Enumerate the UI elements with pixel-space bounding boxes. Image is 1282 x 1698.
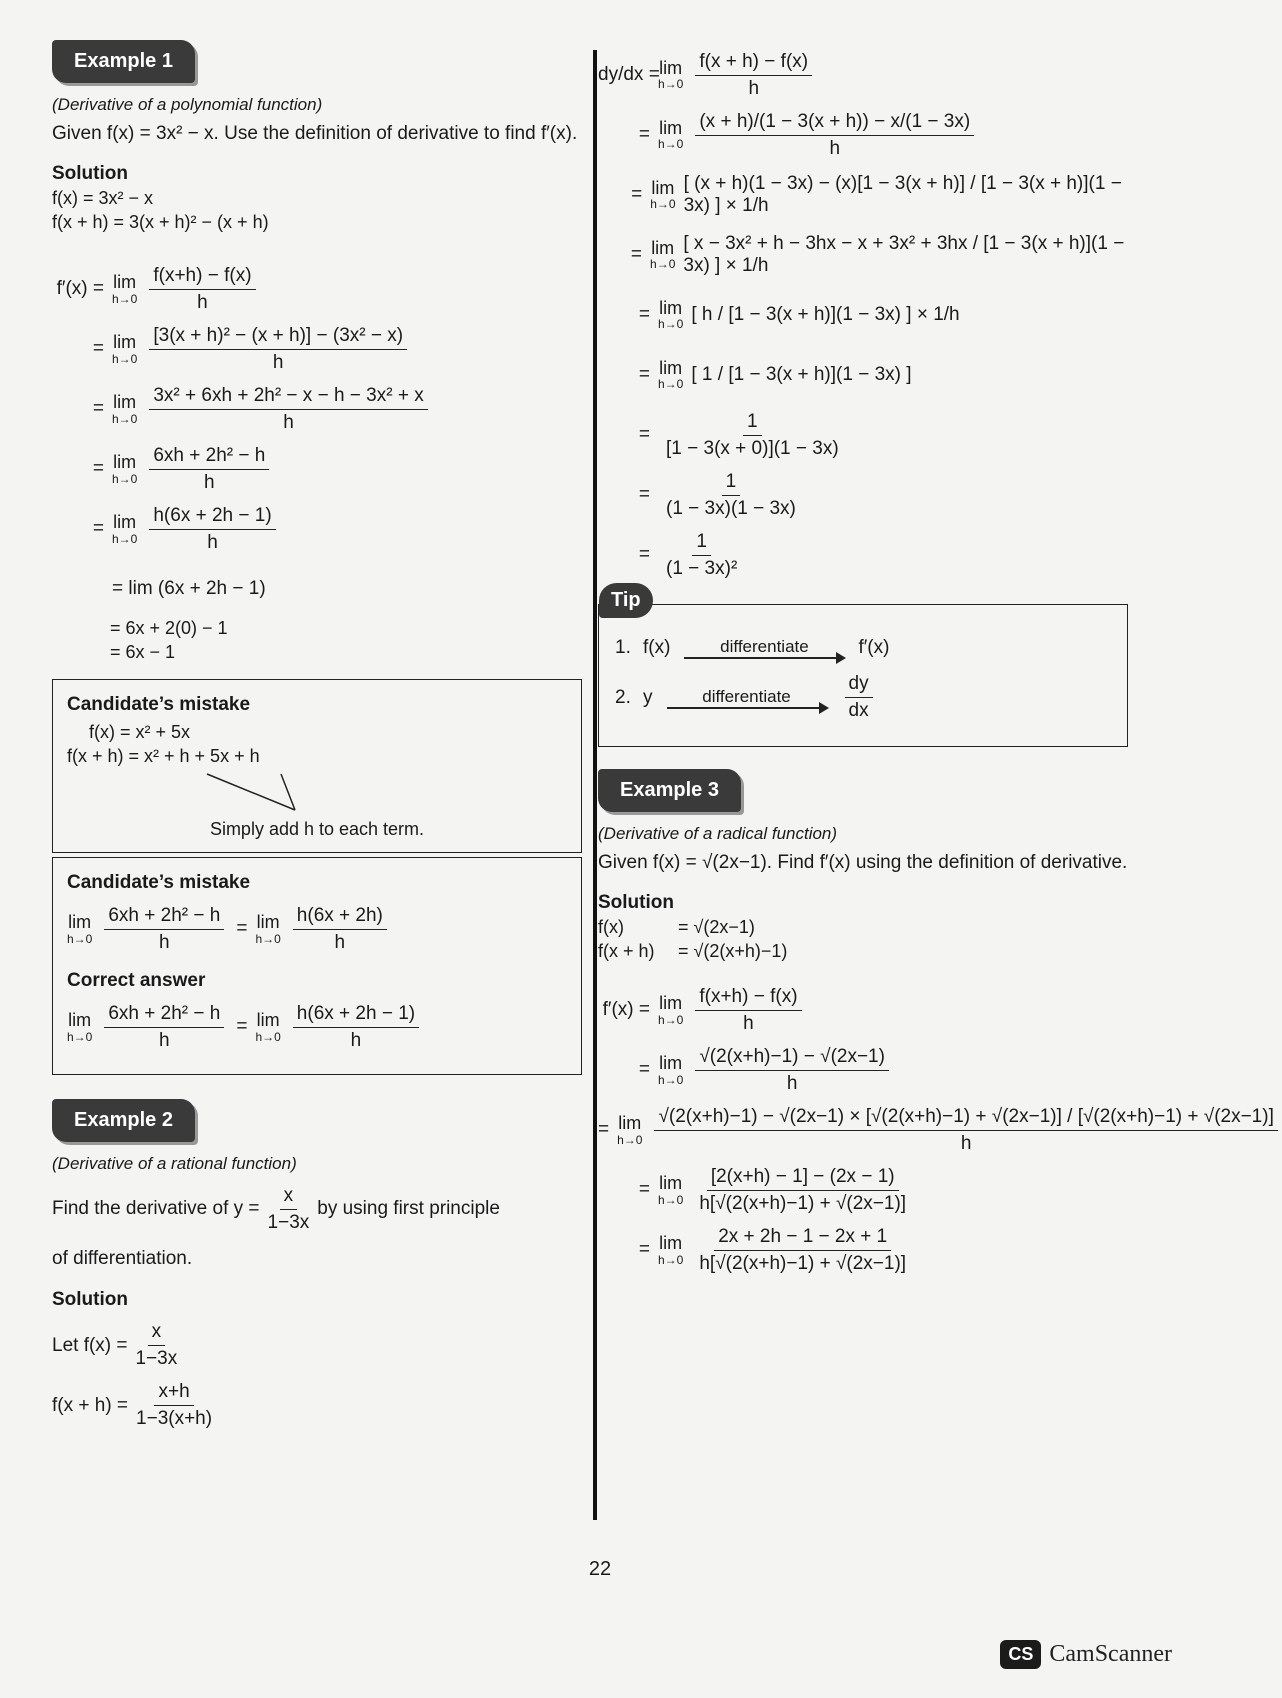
example1-question: Given f(x) = 3x² − x. Use the definition of derivative to find f′(x). bbox=[52, 123, 578, 144]
equation-lhs: = bbox=[638, 1239, 650, 1261]
limit-subscript: h→0 bbox=[112, 411, 138, 426]
denominator: h bbox=[207, 531, 218, 553]
equation-rhs bbox=[112, 385, 432, 434]
example1-tail-line bbox=[52, 564, 582, 614]
denominator: h bbox=[743, 1012, 754, 1034]
example2-solution-label: Solution bbox=[52, 1288, 128, 1310]
equation-lhs: = bbox=[638, 544, 650, 565]
limit-operator bbox=[658, 299, 683, 332]
fraction bbox=[662, 411, 843, 460]
numerator: 2x + 2h − 1 − 2x + 1 bbox=[714, 1226, 891, 1251]
mistake-equation: lim h→0 $\frac{\text{6xh + 2h² − h}}{h}$ = lim h→0 $\frac{h(6x + 2h)}{h}$ bbox=[67, 904, 567, 954]
example1-solution-label: Solution bbox=[52, 163, 128, 185]
equation-lhs: f′(x) = bbox=[602, 999, 650, 1021]
example3-lines bbox=[598, 917, 1128, 962]
equation-lhs: = bbox=[638, 424, 650, 445]
tail-text: = lim (6x + 2h − 1) bbox=[112, 578, 266, 600]
limit-operator bbox=[650, 179, 675, 212]
limit-label: lim bbox=[651, 237, 675, 258]
limit-subscript: h→0 bbox=[658, 1192, 684, 1207]
example2-continued-steps bbox=[598, 50, 1128, 400]
fraction bbox=[149, 505, 275, 554]
fraction bbox=[654, 1106, 1277, 1155]
equation-step bbox=[598, 50, 1128, 100]
fraction bbox=[695, 986, 801, 1035]
numerator: 1 bbox=[743, 411, 762, 436]
equation-step bbox=[52, 384, 582, 434]
line-lhs: f(x + h) bbox=[598, 941, 655, 962]
limit-label: lim bbox=[113, 331, 137, 352]
mistake-box-1 bbox=[52, 679, 582, 853]
mistake-line: f(x) = x² + 5x bbox=[89, 722, 191, 743]
example2-question-line2: of differentiation. bbox=[52, 1248, 193, 1270]
correct-equation: lim h→0 $\frac{\text{6xh + 2h² − h}}{h}$ = lim h→0 $\frac{h(6x + 2h - 1)}{h}$ bbox=[67, 1002, 567, 1052]
denominator: [1 − 3(x + 0)](1 − 3x) bbox=[666, 437, 839, 459]
equation-rhs bbox=[112, 505, 280, 554]
page-number: 22 bbox=[588, 1558, 612, 1580]
example1-tail-line: = 6x − 1 bbox=[110, 642, 176, 663]
example3-line bbox=[598, 917, 1128, 938]
limit-subscript: h→0 bbox=[658, 1072, 684, 1087]
equation-lhs: = bbox=[638, 124, 650, 145]
tip-row-2: 2. y differentiate $\frac{dy}{dx}$ bbox=[615, 673, 1111, 722]
limit-label: lim bbox=[113, 391, 137, 412]
fraction bbox=[149, 325, 407, 374]
limit-operator bbox=[658, 1234, 683, 1267]
fraction bbox=[149, 265, 255, 314]
expression: [ x − 3x² + h − 3hx − x + 3x² + 3hx / [1 − 3(x + h)](1 − 3x) ] × 1/h bbox=[683, 233, 1125, 276]
limit-subscript: h→0 bbox=[617, 1132, 643, 1147]
camscanner-watermark bbox=[1000, 1640, 1172, 1669]
example3-solution-label: Solution bbox=[598, 892, 674, 914]
limit-label: lim bbox=[659, 297, 683, 318]
equation-lhs: = bbox=[630, 244, 643, 265]
denominator: h bbox=[786, 1072, 798, 1094]
fraction bbox=[695, 111, 974, 160]
limit-operator bbox=[658, 1174, 683, 1207]
tip-row-1: 1. f(x) differentiate f′(x) bbox=[615, 637, 890, 658]
equation-step bbox=[52, 444, 582, 494]
example1-line: f(x) = 3x² − x bbox=[52, 188, 154, 209]
fraction bbox=[695, 1226, 910, 1275]
equation-step bbox=[598, 410, 1128, 460]
limit-label: lim bbox=[659, 992, 683, 1013]
limit-label: lim bbox=[651, 177, 675, 198]
example1-badge: Example 1 bbox=[52, 40, 195, 83]
line-lhs: f(x) bbox=[598, 917, 624, 938]
numerator: √(2(x+h)−1) − √(2x−1) bbox=[695, 1046, 889, 1071]
example2-final-steps bbox=[598, 410, 1128, 580]
column-divider bbox=[593, 50, 597, 1520]
equation-rhs bbox=[658, 299, 960, 332]
example1-tail-line: = 6x + 2(0) − 1 bbox=[110, 618, 228, 639]
example1-note: (Derivative of a polynomial function) bbox=[52, 95, 323, 114]
equation-step bbox=[598, 290, 1128, 340]
denominator: (1 − 3x)(1 − 3x) bbox=[666, 497, 796, 519]
numerator: (x + h)/(1 − 3(x + h)) − x/(1 − 3x) bbox=[695, 111, 974, 136]
tip-box bbox=[598, 589, 1128, 747]
example3-note: (Derivative of a radical function) bbox=[598, 824, 838, 843]
camscanner-text: CamScanner bbox=[1049, 1641, 1172, 1667]
fraction bbox=[149, 385, 427, 434]
equation-step bbox=[598, 1225, 1128, 1275]
expression: [ 1 / [1 − 3(x + h)](1 − 3x) ] bbox=[691, 363, 912, 385]
mistake-title: Candidate’s mistake bbox=[67, 694, 251, 716]
expression: [ h / [1 − 3(x + h)](1 − 3x) ] × 1/h bbox=[691, 303, 960, 325]
equation-rhs bbox=[658, 1226, 914, 1275]
limit-operator bbox=[112, 453, 137, 486]
equation-step bbox=[598, 170, 1128, 220]
example1-steps bbox=[52, 264, 582, 554]
arrow-icon bbox=[667, 707, 827, 709]
line-rhs: = √(2(x+h)−1) bbox=[678, 941, 788, 962]
mistake-line: f(x + h) = x² + h + 5x + h bbox=[67, 746, 260, 767]
equation-step bbox=[598, 230, 1128, 280]
limit-subscript: h→0 bbox=[112, 291, 138, 306]
limit-operator bbox=[658, 119, 683, 152]
equation-step bbox=[598, 530, 1128, 580]
denominator: h bbox=[748, 77, 760, 99]
equation-lhs: = bbox=[638, 1059, 650, 1081]
limit-operator bbox=[658, 1054, 683, 1087]
mistake-box-2 bbox=[52, 857, 582, 1075]
fraction bbox=[695, 1046, 889, 1095]
correct-answer-title: Correct answer bbox=[67, 970, 206, 992]
equation-step bbox=[598, 985, 1128, 1035]
limit-operator bbox=[658, 359, 683, 392]
numerator: [3(x + h)² − (x + h)] − (3x² − x) bbox=[149, 325, 407, 350]
limit-subscript: h→0 bbox=[650, 257, 676, 272]
equation-step bbox=[52, 264, 582, 314]
limit-label: lim bbox=[113, 511, 137, 532]
example2-note: (Derivative of a rational function) bbox=[52, 1154, 297, 1174]
limit-operator bbox=[658, 994, 683, 1027]
fraction bbox=[149, 445, 269, 494]
equation-rhs bbox=[112, 265, 260, 314]
denominator: h[√(2(x+h)−1) + √(2x−1)] bbox=[699, 1252, 907, 1274]
limit-label: lim bbox=[659, 57, 683, 78]
left-column bbox=[52, 40, 582, 1441]
equation-lhs: = bbox=[638, 364, 650, 385]
denominator: h bbox=[272, 351, 284, 373]
example3-line bbox=[598, 941, 1128, 962]
arrow-icon bbox=[684, 657, 844, 659]
fraction bbox=[662, 531, 741, 580]
fraction bbox=[695, 51, 812, 100]
limit-label: lim bbox=[659, 357, 683, 378]
equation-lhs: = bbox=[638, 304, 650, 325]
limit-label: lim bbox=[659, 1232, 683, 1253]
numerator: 3x² + 6xh + 2h² − x − h − 3x² + x bbox=[149, 385, 427, 410]
limit-subscript: h→0 bbox=[112, 531, 138, 546]
equation-lhs: = bbox=[92, 518, 104, 540]
fraction bbox=[662, 471, 800, 520]
equation-step bbox=[598, 350, 1128, 400]
limit-subscript: h→0 bbox=[658, 377, 684, 392]
numerator: 1 bbox=[692, 531, 711, 556]
numerator: f(x+h) − f(x) bbox=[149, 265, 255, 290]
equation-step bbox=[598, 1045, 1128, 1095]
denominator: h bbox=[197, 291, 208, 313]
equation-lhs: = bbox=[638, 484, 650, 505]
limit-subscript: h→0 bbox=[112, 351, 138, 366]
equation-rhs bbox=[650, 173, 1128, 217]
pointer-arrows bbox=[197, 770, 397, 814]
equation-lhs: dy/dx = bbox=[598, 64, 660, 85]
right-column bbox=[598, 40, 1274, 1285]
example2-badge: Example 2 bbox=[52, 1099, 195, 1142]
denominator: h bbox=[283, 411, 294, 433]
equation-rhs bbox=[658, 359, 912, 392]
equation-lhs: = bbox=[92, 458, 104, 480]
equation-rhs bbox=[658, 111, 978, 160]
limit-operator bbox=[617, 1114, 642, 1147]
example3-badge: Example 3 bbox=[598, 769, 741, 812]
equation-lhs: f′(x) = bbox=[56, 278, 104, 300]
example1-line: f(x + h) = 3(x + h)² − (x + h) bbox=[52, 212, 269, 233]
numerator: 6xh + 2h² − h bbox=[149, 445, 269, 470]
limit-operator bbox=[650, 239, 675, 272]
limit-label: lim bbox=[618, 1112, 642, 1133]
limit-subscript: h→0 bbox=[658, 1012, 684, 1027]
equation-step bbox=[598, 1165, 1128, 1215]
numerator: f(x+h) − f(x) bbox=[695, 986, 801, 1011]
limit-subscript: h→0 bbox=[650, 197, 676, 212]
equation-lhs: = bbox=[598, 1119, 610, 1141]
equation-rhs bbox=[658, 986, 806, 1035]
limit-label: lim bbox=[113, 451, 137, 472]
mistake-caption: Simply add h to each term. bbox=[209, 819, 425, 840]
equation-lhs: = bbox=[92, 398, 104, 420]
equation-rhs bbox=[112, 445, 273, 494]
denominator: h bbox=[960, 1132, 972, 1154]
limit-operator bbox=[658, 59, 683, 92]
limit-label: lim bbox=[659, 117, 683, 138]
equation-step bbox=[52, 504, 582, 554]
equation-rhs bbox=[112, 325, 411, 374]
expression: [ (x + h)(1 − 3x) − (x)[1 − 3(x + h)] / [1 − 3(x + h)](1 − 3x) ] × 1/h bbox=[683, 173, 1122, 216]
limit-subscript: h→0 bbox=[658, 77, 684, 92]
equation-lhs: = bbox=[631, 184, 643, 205]
equation-rhs bbox=[658, 51, 816, 100]
denominator: h bbox=[204, 471, 215, 493]
limit-label: lim bbox=[659, 1172, 683, 1193]
equation-rhs bbox=[658, 1046, 893, 1095]
equation-rhs bbox=[617, 1106, 1282, 1155]
denominator: (1 − 3x)² bbox=[666, 557, 738, 579]
example2-let-2: f(x + h) = $\frac{x+h}{1-3(x+h)}$ bbox=[52, 1381, 213, 1430]
numerator: 1 bbox=[722, 471, 741, 496]
numerator: h(6x + 2h − 1) bbox=[149, 505, 275, 530]
limit-subscript: h→0 bbox=[112, 471, 138, 486]
limit-operator bbox=[112, 393, 137, 426]
limit-subscript: h→0 bbox=[658, 1252, 684, 1267]
denominator: h bbox=[829, 137, 841, 159]
equation-lhs: = bbox=[92, 338, 104, 360]
example2-let-1: Let f(x) = $\frac{x}{1-3x}$ bbox=[52, 1321, 178, 1370]
equation-lhs: = bbox=[638, 1179, 650, 1201]
denominator: h[√(2(x+h)−1) + √(2x−1)] bbox=[699, 1192, 907, 1214]
line-rhs: = √(2x−1) bbox=[678, 917, 755, 938]
equation-step bbox=[598, 1105, 1274, 1155]
limit-label: lim bbox=[113, 271, 137, 292]
limit-subscript: h→0 bbox=[658, 317, 684, 332]
equation-rhs bbox=[650, 233, 1128, 277]
numerator: [2(x+h) − 1] − (2x − 1) bbox=[707, 1166, 899, 1191]
camscanner-logo-icon: CS bbox=[1000, 1640, 1041, 1669]
numerator: f(x + h) − f(x) bbox=[695, 51, 812, 76]
limit-operator bbox=[112, 513, 137, 546]
limit-operator bbox=[112, 333, 137, 366]
equation-step bbox=[52, 324, 582, 374]
numerator: √(2(x+h)−1) − √(2x−1) × [√(2(x+h)−1) + √(2x−1)] / [√(2(x+h)−1) + √(2x−1)] bbox=[654, 1106, 1277, 1131]
limit-subscript: h→0 bbox=[658, 137, 684, 152]
mistake-title: Candidate’s mistake bbox=[67, 872, 251, 894]
equation-step bbox=[598, 470, 1128, 520]
fraction bbox=[695, 1166, 910, 1215]
tip-badge: Tip bbox=[599, 583, 653, 618]
example2-question: Find the derivative of y = $\frac{x}{1-3x}$ by using first principle bbox=[52, 1184, 500, 1233]
limit-operator bbox=[112, 273, 137, 306]
equation-step bbox=[598, 110, 1128, 160]
limit-label: lim bbox=[659, 1052, 683, 1073]
equation-rhs bbox=[658, 1166, 914, 1215]
example3-question: Given f(x) = √(2x−1). Find f′(x) using the definition of derivative. bbox=[598, 852, 1128, 873]
example3-steps bbox=[598, 985, 1274, 1275]
